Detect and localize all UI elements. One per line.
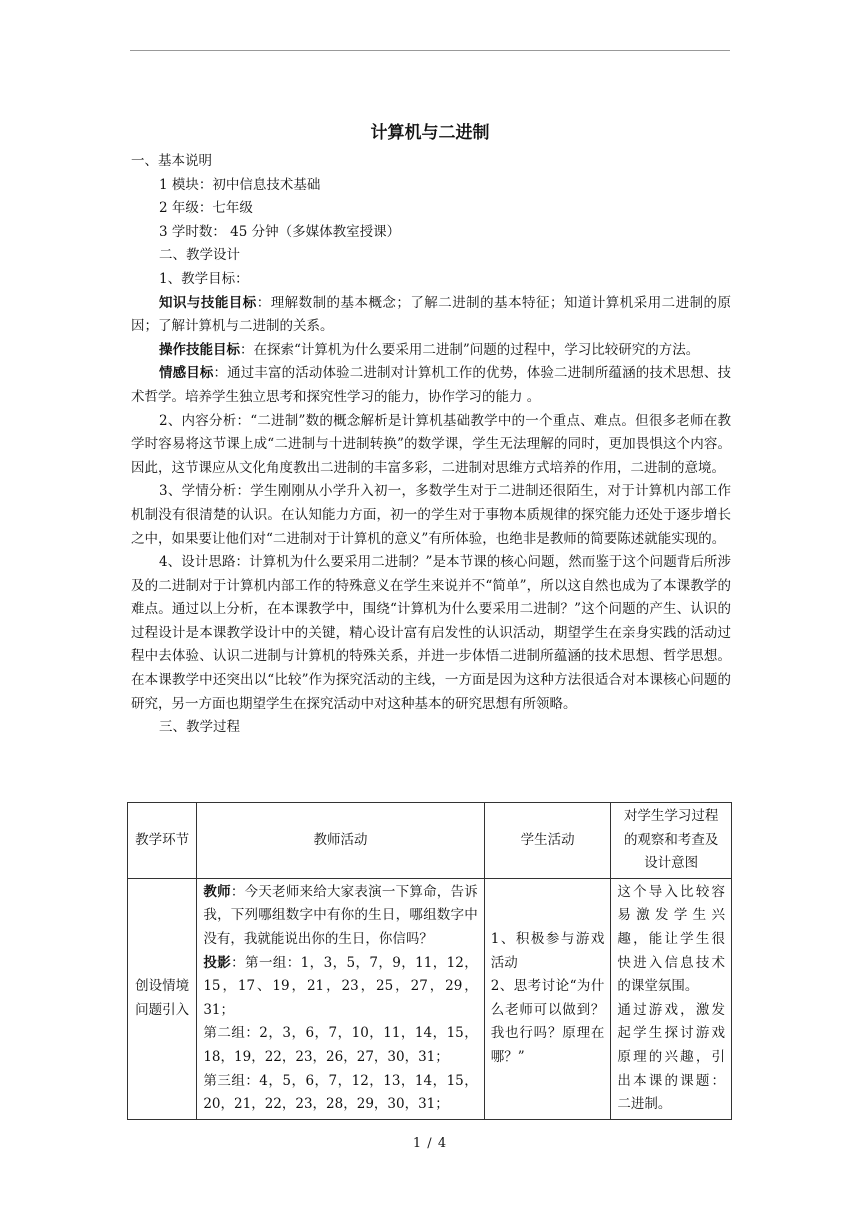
- projection-group-3: 第三组：4，5，6，7，12，13，14，15，20，21，22，23，28，29，30，31；: [203, 1072, 478, 1113]
- goal-operation-text: ：在探索“计算机为什么要采用二进制”问题的过程中，学习比较研究的方法。: [240, 341, 700, 358]
- section-heading-design: 二、教学设计: [159, 247, 240, 264]
- table-header-row: [128, 803, 732, 879]
- teacher-speech: [203, 881, 477, 952]
- projection-label: 投影: [203, 954, 232, 971]
- teacher-label: 教师: [203, 883, 231, 900]
- lesson-process-table: [127, 802, 732, 1120]
- document-body: [131, 150, 731, 740]
- learner-analysis: 3、学情分析：学生刚刚从小学升入初一，多数学生对于二进制还很陌生，对于计算机内部工作机制没有很清楚的认识。在认知能力方面，初一的学生对于事物本质规律的探究能力还处于逐步增长之中，如果要让他们对“二进制对于计算机的意义”有所体验，也绝非是教师的简要陈述就能实现的。: [131, 483, 731, 547]
- goal-emotion: [131, 362, 731, 409]
- student-activity-1: 1、积极参与游戏活动: [490, 930, 605, 971]
- intent-1: 这个导入比较容易激发学生兴趣，能让学生很快进入信息技术的课堂氛围。: [617, 883, 725, 995]
- content-analysis: 2、内容分析：“二进制”数的概念解析是计算机基础教学中的一个重点、难点。但很多老师在教学时容易将这节课上成“二进制与十进制转换”的数学课，学生无法理解的同时，更加畏惧这个内容。因此，这节课应从文化角度教出二进制的丰富多彩，二进制对思维方式培养的作用，二进制的意境。: [131, 412, 731, 476]
- goal-knowledge: [131, 292, 731, 339]
- header-teacher: 教师活动: [197, 803, 484, 879]
- design-idea: 4、设计思路：计算机为什么要采用二进制？”是本节课的核心问题，然而鉴于这个问题背后所涉及的二进制对于计算机内部工作的特殊意义在学生来说并不“简单”，所以这自然也成为了本课教学的难点。通过以上分析，在本课教学中，围绕“计算机为什么要采用二进制？”这个问题的产生、认识的过程设计是本课教学设计中的关键，精心设计富有启发性的认识活动，期望学生在亲身实践的活动过程中去体验、认识二进制与计算机的特殊关系，并进一步体悟二进制所蕴涵的技术思想、哲学思想。在本课教学中还突出以“比较”作为探究活动的主线，一方面是因为这种方法很适合对本课核心问题的研究，另一方面也期望学生在探究活动中对这种基本的研究思想有所领略。: [131, 554, 731, 712]
- module-line: 1 模块：初中信息技术基础: [159, 176, 321, 193]
- goal-knowledge-text: ：理解数制的基本概念；了解二进制的基本特征；知道计算机采用二进制的原因；了解计算机与二进制的关系。: [131, 294, 732, 335]
- intent-2: 通过游戏，激发起学生探讨游戏原理的兴趣，引出本课的课题：二进制。: [617, 1001, 725, 1113]
- student-activity-2: 2、思考讨论“为什么老师可以做到？我也行吗？原理在哪？”: [490, 978, 605, 1065]
- header-stage: 教学环节: [128, 803, 197, 879]
- design-intent-cell: [611, 878, 732, 1119]
- grade-line: 2 年级：七年级: [159, 200, 253, 217]
- projection-group-2: 第二组：2，3，6，7，10，11，14，15，18，19，22，23，26，27，30，31；: [203, 1025, 478, 1065]
- document-title: 计算机与二进制: [370, 123, 490, 143]
- stage-cell: 创设情境问题引入: [128, 878, 197, 1119]
- section-heading-process: 三、教学过程: [159, 719, 240, 736]
- goal-knowledge-label: 知识与技能目标: [159, 294, 257, 311]
- section-heading-basic: 一、基本说明: [131, 153, 212, 169]
- goal-emotion-text: ：通过丰富的活动体验二进制对计算机工作的优势，体验二进制所蕴涵的技术思想、技术哲学。培养学生独立思考和探究性学习的能力，协作学习的能力 。: [131, 365, 732, 405]
- goal-operation-label: 操作技能目标: [159, 341, 240, 358]
- teacher-text: ：今天老师来给大家表演一下算命，告诉我，下列哪组数字中有你的生日，哪组数字中没有，我就能说出你的生日，你信吗？: [203, 883, 478, 947]
- table-row: [128, 878, 732, 1119]
- hours-line: 3 学时数： 45 分钟（多媒体教室授课）: [159, 223, 401, 240]
- group-1-text: ：第一组：1，3，5，7，9，11，12，15，17、19，21，23，25，27，29，31；: [203, 954, 478, 1018]
- goal-operation: [131, 339, 731, 363]
- goals-heading: 1、教学目标：: [159, 270, 249, 287]
- student-activity-cell: [484, 878, 611, 1119]
- goal-emotion-label: 情感目标: [159, 365, 214, 382]
- header-student: 学生活动: [484, 803, 611, 879]
- header-rule: [130, 50, 730, 51]
- teacher-activity-cell: [197, 878, 484, 1119]
- header-intent: 对学生学习过程的观察和考查及设计意图: [611, 803, 732, 879]
- page-number: 1 / 4: [412, 1136, 448, 1151]
- projection-group-1: [203, 952, 477, 1023]
